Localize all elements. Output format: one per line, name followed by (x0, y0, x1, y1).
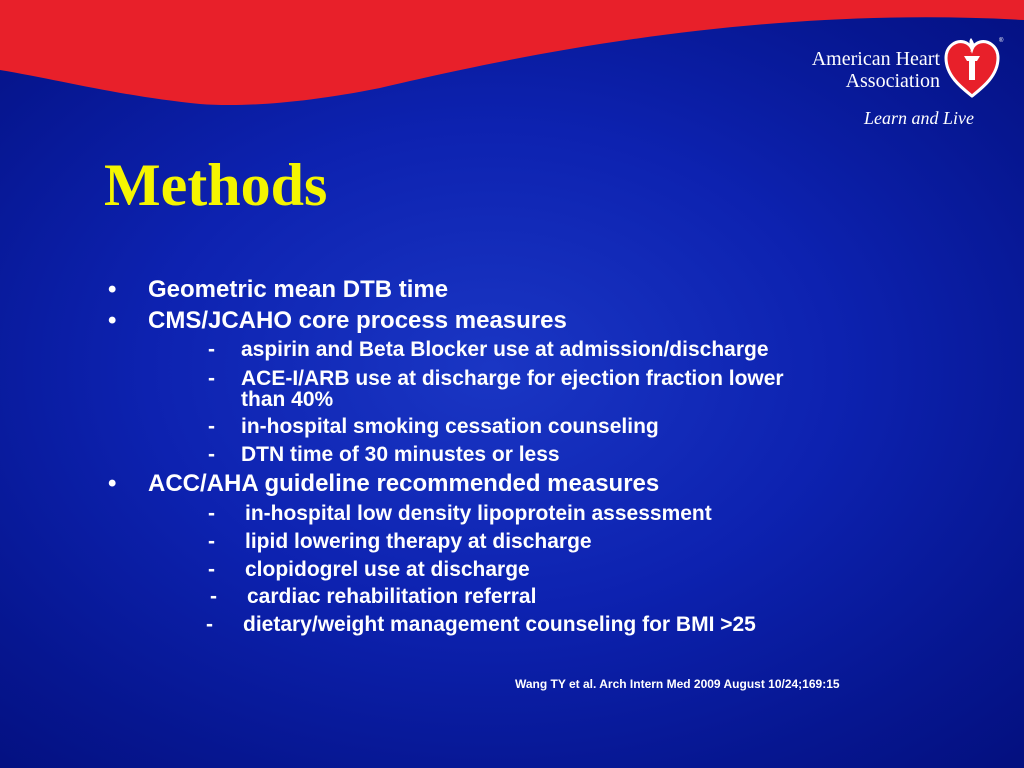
bullet-text: CMS/JCAHO core process measures (148, 307, 567, 334)
sub-item-marker: - (208, 367, 215, 390)
sub-item-marker: - (208, 443, 215, 466)
sub-item-marker: - (210, 585, 217, 608)
sub-item-text: ACE-I/ARB use at discharge for ejection fraction lower (241, 367, 784, 390)
sub-item-marker: - (208, 502, 215, 525)
sub-item-text: DTN time of 30 minustes or less (241, 443, 560, 466)
sub-item-text: lipid lowering therapy at discharge (245, 530, 592, 553)
bullet-marker: • (108, 276, 117, 303)
trademark-mark: ® (999, 38, 1004, 44)
sub-item-text: clopidogrel use at discharge (245, 558, 530, 581)
sub-item-text: in-hospital low density lipoprotein assessment (245, 502, 712, 525)
bullet-text: ACC/AHA guideline recommended measures (148, 470, 660, 497)
bullet-marker: • (108, 470, 117, 497)
aha-logo-text (680, 48, 940, 92)
sub-item-text: dietary/weight management counseling for BMI >25 (243, 613, 756, 636)
sub-item-marker: - (208, 415, 215, 438)
sub-item-text: aspirin and Beta Blocker use at admission/discharge (241, 338, 769, 361)
sub-item-marker: - (208, 558, 215, 581)
logo-org-line2: Association (845, 70, 940, 92)
bullet-text: Geometric mean DTB time (148, 276, 449, 303)
logo-tagline: Learn and Live (864, 108, 974, 128)
bullet-marker: • (108, 307, 117, 334)
heart-torch-icon (944, 36, 1000, 98)
sub-item-text: in-hospital smoking cessation counseling (241, 415, 659, 438)
logo-org-line1: American Heart (811, 48, 940, 70)
sub-item-marker: - (206, 613, 213, 636)
sub-item-text: cardiac rehabilitation referral (247, 585, 537, 608)
sub-item-continuation-text: than 40% (241, 388, 334, 411)
citation: Wang TY et al. Arch Intern Med 2009 August 10/24;169:15 (515, 677, 840, 691)
sub-item-marker: - (208, 338, 215, 361)
slide-title: Methods (104, 152, 328, 218)
sub-item-marker: - (208, 530, 215, 553)
